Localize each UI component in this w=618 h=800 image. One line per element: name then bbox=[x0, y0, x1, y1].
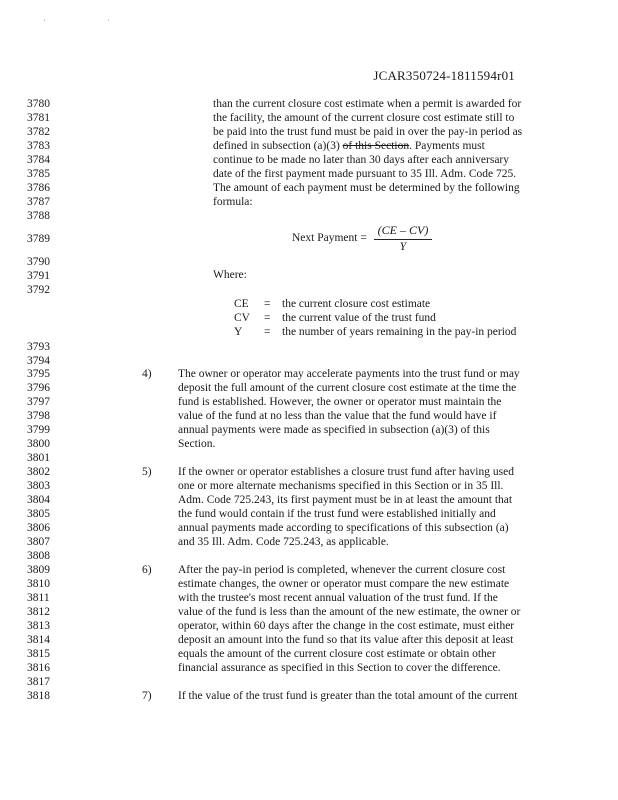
line-number: 3797 bbox=[27, 396, 50, 408]
definition-equals: = bbox=[264, 326, 271, 338]
text-fragment: Payments must bbox=[414, 140, 485, 152]
line-number: 3802 bbox=[27, 466, 50, 478]
line-number: 3790 bbox=[27, 256, 50, 268]
text-line: If the owner or operator establishes a closure trust fund after having used bbox=[178, 466, 514, 478]
line-number: 3782 bbox=[27, 126, 50, 138]
line-number: 3801 bbox=[27, 452, 50, 464]
line-number: 3817 bbox=[27, 676, 50, 688]
line-number: 3793 bbox=[27, 341, 50, 353]
line-number: 3789 bbox=[27, 233, 50, 245]
line-number: 3798 bbox=[27, 410, 50, 422]
text-line: than the current closure cost estimate when a permit is awarded for bbox=[213, 98, 522, 110]
line-number: 3795 bbox=[27, 368, 50, 380]
line-number: 3786 bbox=[27, 182, 50, 194]
where-label: Where: bbox=[213, 269, 247, 281]
text-line: fund is established. However, the owner or operator must maintain the bbox=[178, 396, 502, 408]
text-line: deposit an amount into the fund so that its value after this deposit at least bbox=[178, 634, 514, 646]
line-number: 3812 bbox=[27, 606, 50, 618]
item-number: 7) bbox=[142, 690, 152, 702]
text-line: the facility, the amount of the current closure cost estimate still to bbox=[213, 112, 515, 124]
line-number: 3792 bbox=[27, 284, 50, 296]
definition-symbol: CE bbox=[234, 298, 249, 310]
formula-numerator: (CE – CV) bbox=[377, 223, 429, 237]
definition-text: the current value of the trust fund bbox=[282, 312, 436, 324]
formula-denominator: Y bbox=[399, 241, 407, 253]
line-number: 3815 bbox=[27, 648, 50, 660]
definition-equals: = bbox=[264, 312, 271, 324]
text-line: one or more alternate mechanisms specified in this Section or in 35 Ill. bbox=[178, 480, 504, 492]
line-number: 3783 bbox=[27, 140, 50, 152]
formula-fraction bbox=[372, 222, 434, 254]
text-line: with the trustee's most recent annual valuation of the trust fund. If the bbox=[178, 592, 498, 604]
struck-text: of this Section bbox=[342, 140, 410, 152]
line-number: 3813 bbox=[27, 620, 50, 632]
line-number: 3780 bbox=[27, 98, 50, 110]
text-line: be paid into the trust fund must be paid in over the pay-in period as bbox=[213, 126, 523, 138]
line-number: 3791 bbox=[27, 270, 50, 282]
text-line: The amount of each payment must be determined by the following bbox=[213, 182, 520, 194]
line-number: 3809 bbox=[27, 564, 50, 576]
text-line: defined in subsection (a)(3) of this Section. Payments must bbox=[213, 140, 485, 152]
text-line: value of the fund is less than the amount of the new estimate, the owner or bbox=[178, 606, 521, 618]
definition-equals: = bbox=[264, 298, 271, 310]
text-line: annual payments were made as specified in subsection (a)(3) of this bbox=[178, 424, 490, 436]
text-line: date of the first payment made pursuant to 35 Ill. Adm. Code 725. bbox=[213, 168, 517, 180]
text-line: The owner or operator may accelerate payments into the trust fund or may bbox=[178, 368, 520, 380]
line-number: 3810 bbox=[27, 578, 50, 590]
line-number: 3816 bbox=[27, 662, 50, 674]
line-number: 3794 bbox=[27, 355, 50, 367]
text-line: deposit the full amount of the current closure cost estimate at the time the bbox=[178, 382, 517, 394]
line-number: 3807 bbox=[27, 536, 50, 548]
line-number: 3784 bbox=[27, 154, 50, 166]
line-number: 3803 bbox=[27, 480, 50, 492]
definition-symbol: Y bbox=[234, 326, 243, 338]
line-number: 3818 bbox=[27, 690, 50, 702]
line-number: 3800 bbox=[27, 438, 50, 450]
text-line: After the pay-in period is completed, whenever the current closure cost bbox=[178, 564, 506, 576]
document-id: JCAR350724-1811594r01 bbox=[373, 68, 515, 83]
text-line: operator, within 60 days after the change in the cost estimate, must either bbox=[178, 620, 515, 632]
text-line: Adm. Code 725.243, its first payment must be in at least the amount that bbox=[178, 494, 513, 506]
line-number: 3799 bbox=[27, 424, 50, 436]
text-line: estimate changes, the owner or operator must compare the new estimate bbox=[178, 578, 510, 590]
definition-symbol: CV bbox=[234, 312, 250, 324]
scan-tick-marks: ' ' bbox=[44, 18, 139, 27]
definition-text: the current closure cost estimate bbox=[282, 298, 431, 310]
line-number: 3806 bbox=[27, 522, 50, 534]
text-line: and 35 Ill. Adm. Code 725.243, as applicable. bbox=[178, 536, 389, 548]
line-number: 3781 bbox=[27, 112, 50, 124]
text-line: equals the amount of the current closure cost estimate or obtain other bbox=[178, 648, 496, 660]
text-line: Section. bbox=[178, 438, 216, 450]
line-number: 3808 bbox=[27, 550, 50, 562]
line-number: 3804 bbox=[27, 494, 50, 506]
text-line: value of the fund at no less than the value that the fund would have if bbox=[178, 410, 497, 422]
formula-label: Next Payment = bbox=[292, 232, 367, 244]
line-number: 3814 bbox=[27, 634, 50, 646]
text-line: the fund would contain if the trust fund were established initially and bbox=[178, 508, 496, 520]
subsection-reference: defined in subsection (a)(3) bbox=[213, 140, 340, 152]
item-number: 6) bbox=[142, 564, 152, 576]
text-line: financial assurance as specified in this Section to cover the difference. bbox=[178, 662, 501, 674]
text-line: annual payments made according to specifications of this subsection (a) bbox=[178, 522, 509, 534]
item-number: 4) bbox=[142, 368, 152, 380]
text-line: formula: bbox=[213, 196, 253, 208]
line-number: 3811 bbox=[27, 592, 50, 604]
line-number: 3785 bbox=[27, 168, 50, 180]
definition-text: the number of years remaining in the pay-in period bbox=[282, 326, 517, 338]
line-number: 3788 bbox=[27, 210, 50, 222]
item-number: 5) bbox=[142, 466, 152, 478]
line-number: 3796 bbox=[27, 382, 50, 394]
text-line: continue to be made no later than 30 days after each anniversary bbox=[213, 154, 510, 166]
line-number: 3805 bbox=[27, 508, 50, 520]
text-line: If the value of the trust fund is greater than the total amount of the current bbox=[178, 690, 518, 702]
line-number: 3787 bbox=[27, 196, 50, 208]
